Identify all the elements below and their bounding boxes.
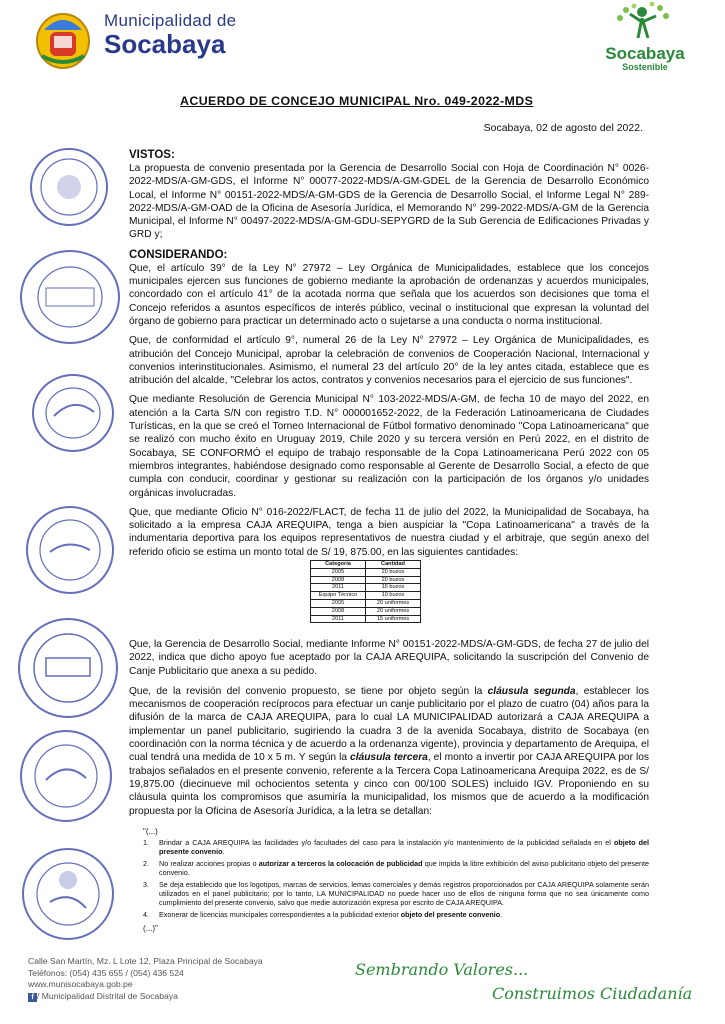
text-run: . bbox=[222, 847, 225, 857]
document-title: ACUERDO DE CONCEJO MUNICIPAL Nro. 049-2022-MDS bbox=[180, 94, 534, 108]
municipality-name bbox=[104, 12, 236, 57]
text-run: Exonerar de licencias municipales correspondientes a la publicidad exterior bbox=[159, 910, 401, 920]
clause-ref: cláusula segunda bbox=[487, 685, 576, 697]
list-item bbox=[143, 880, 649, 907]
table-header-row bbox=[311, 561, 421, 569]
footer-address: Calle San Martín, Mz. L Lote 12, Plaza Principal de Socabaya bbox=[28, 956, 263, 966]
text-run: Que, de la revisión del convenio propuesto, se tiene por objeto según la bbox=[129, 685, 488, 697]
table-cell: 2008 bbox=[311, 607, 366, 615]
table-cell: 20 uniformes bbox=[366, 599, 421, 607]
table-cell: 20 buzos bbox=[366, 576, 421, 584]
document-body-upper bbox=[129, 148, 649, 565]
vistos-heading: VISTOS: bbox=[129, 149, 175, 161]
socabaya-sostenible-logo bbox=[590, 2, 700, 78]
table-cell: 20 uniformes bbox=[366, 607, 421, 615]
table-header-cell: Categoría bbox=[311, 561, 366, 569]
gerencia-stamp bbox=[20, 730, 112, 822]
brand-subtitle: Sostenible bbox=[622, 62, 668, 72]
table-row bbox=[311, 568, 421, 576]
text-run: , establecer los mecanismos de cooperación recíprocos para efectuar un canje publicitario por el plazo de cuatro (04) años para la difusión de la marca de CAJA AREQUIPA, para lo cual LA MUNICIPALIDAD autorizará a CAJA AREQUIPA a implementar un panel publicitario, sugiriendo la cuadra 3 de la avenida Socabaya, distrito de Socabaya (en coordinación con la norma técnica y de acuerdo a la ordenanza vigente), provincia y departamento de Arequipa, el cual tendrá una medida de 10 x 5 m. Y según la bbox=[129, 685, 649, 764]
facebook-icon: f bbox=[28, 993, 37, 1002]
text-run-bold: objeto del presente convenio bbox=[159, 838, 649, 857]
considerando-paragraph-1: Que, el artículo 39° de la Ley N° 27972 – Ley Orgánica de Municipalidades, establece que los concejos municipales ejercen sus funciones de gobierno mediante la aprobación de ordenanzas y acuerdos municipales, concordado con el artículo 41° de la acotada norma que señala que los acuerdos son decisiones que toma el Concejo referidos a asuntos específicos de interés público, vecinal o institucional que expresan la voluntad del órgano de gobierno para practicar un determinado acto o sujetarse a una conducta o norma institucional. bbox=[129, 262, 649, 327]
considerando-paragraph-6 bbox=[129, 685, 649, 818]
considerando-heading: CONSIDERANDO: bbox=[129, 248, 228, 261]
desarrollo-social-stamp bbox=[26, 506, 114, 594]
table-cell: 15 buzos bbox=[366, 584, 421, 592]
table-header-cell: Cantidad bbox=[366, 561, 421, 569]
table-row bbox=[311, 584, 421, 592]
municipal-coat-of-arms-logo bbox=[32, 8, 94, 70]
considerando-paragraph-2: Que, de conformidad el artículo 9°, numeral 26 de la Ley N° 27972 – Ley Orgánica de Municipalidades, es atribución del Concejo Municipal, aprobar la celebración de convenios de Cooperación Nacional, Internacional y convenios interinstitucionales. Asimismo, el numeral 23 del artículo 20° de la ley antes citada, establece que es atribución del alcalde, "Celebrar los actos, contratos y convenios necesarios para el ejercicio de sus funciones". bbox=[129, 335, 649, 387]
list-number: 4. bbox=[143, 910, 149, 920]
document-date: Socabaya, 02 de agosto del 2022. bbox=[483, 122, 643, 134]
mayor-stamp bbox=[30, 148, 108, 226]
list-item bbox=[143, 838, 649, 856]
footer-contact bbox=[28, 956, 263, 1002]
table-row bbox=[311, 599, 421, 607]
footer-phones: Teléfonos: (054) 435 655 / (054) 436 524 bbox=[28, 967, 184, 978]
text-run: No realizar acciones propias o bbox=[159, 859, 259, 869]
slogan-line1: Sembrando Valores... bbox=[355, 960, 529, 979]
list-number: 3. bbox=[143, 880, 149, 890]
considerando-paragraph-3: Que mediante Resolución de Gerencia Municipal N° 103-2022-MDS/A-GM, de fecha 10 de mayo del 2022, en atención a la Carta S/N con registro T.D. N° 000001652-2022, de la Federación Latinoamericana de Ciudades Turísticas, en la que se creó el Torneo Internacional de Fútbol formativo denominado "Copa Latinoamericana" que se realizó con mucho éxito en Uruguay 2019, Chile 2020 y su tercera versión en Perú 2022, en el distrito de Socabaya, SE CONFORMÓ el equipo de trabajo responsable de la Copa Latinoamericana Perú 2022 con 05 miembros integrantes, habiéndose designado como responsable al Gerente de Desarrollo Social, a efecto de que cumpla con conducir, coordinar y gestionar su realización con la participación de los órganos y/o unidades orgánicas involucradas. bbox=[129, 394, 649, 499]
table-row bbox=[311, 615, 421, 623]
list-item bbox=[143, 859, 649, 877]
list-item bbox=[143, 910, 649, 919]
footer-website[interactable]: www.munisocabaya.gob.pe bbox=[28, 979, 133, 989]
asesoria-juridica-stamp bbox=[32, 374, 114, 452]
text-run: . bbox=[500, 910, 503, 920]
quote-open: "(...) bbox=[143, 826, 158, 836]
table-cell: 2008 bbox=[311, 576, 366, 584]
clause-ref: cláusula tercera bbox=[350, 752, 428, 764]
text-run: , el monto a invertir por CAJA AREQUIPA por los trabajos señalados en el presente convenio, referente a la Tercera Copa Latinoamericana Arequipa 2022, es de S/ 19,875.00 (diecinueve mil ochocientos setenta y cinco con 00/100 SOLES) incluido IGV. Proponiendo en su cláusula quinta los compromisos que asumiría la municipalidad, los mismos que de acuerdo a la modificación propuesta por la Oficina de Asesoría Jurídica, a la letra se detallan: bbox=[129, 752, 649, 817]
text-run-bold: objeto del presente convenio bbox=[400, 910, 501, 920]
table-row bbox=[311, 592, 421, 600]
table-row bbox=[311, 576, 421, 584]
secretaria-general-stamp bbox=[18, 618, 118, 718]
commitments-list bbox=[129, 838, 649, 919]
considerando-paragraph-4: Que, que mediante Oficio N° 016-2022/FLACT, de fecha 11 de julio del 2022, la Municipalidad de Socabaya, ha solicitado a la empresa CAJA AREQUIPA, tenga a bien auspiciar la "Copa Latinoamericana" a través de la indumentaria deportiva para los equipos representativos de nuestra ciudad y el arbitraje, que según anexo del referido oficio se estima un monto total de S/ 19, 875.00, en las siguientes cantidades: bbox=[129, 506, 649, 558]
table-cell: Equipo Técnico bbox=[311, 592, 366, 600]
document-body-lower bbox=[129, 638, 649, 935]
municipality-name-line1: Municipalidad de bbox=[104, 11, 237, 30]
quantities-table bbox=[310, 560, 421, 623]
slogan-line2: Construimos Ciudadanía bbox=[492, 984, 693, 1003]
text-run: que impida la libre exhibición del aviso publicitario objeto del presente convenio. bbox=[159, 859, 649, 878]
table-cell: 2005 bbox=[311, 568, 366, 576]
table-cell: 2011 bbox=[311, 615, 366, 623]
table-row bbox=[311, 607, 421, 615]
text-run: Se deja establecido que los logotipos, marcas de servicios, lemas comerciales y demás registros proporcionados por CAJA AREQUIPA solamente serán utilizados en el panel publicitario; por lo tanto, LA MUNICIPALIDAD no puede hacer uso de ellos de ninguna forma que no sea únicamente como cumplimiento del presente convenio, salvo que medie autorización expresa por escrito de CAJA AREQUIPA. bbox=[159, 880, 649, 908]
list-number: 1. bbox=[143, 838, 149, 848]
mayor-signature-stamp bbox=[22, 848, 114, 940]
list-number: 2. bbox=[143, 859, 149, 869]
table-cell: 10 buzos bbox=[366, 592, 421, 600]
table-cell: 20 buzos bbox=[366, 568, 421, 576]
gerencia-municipal-stamp bbox=[20, 250, 120, 344]
table-cell: 2005 bbox=[311, 599, 366, 607]
brand-word: Socabaya bbox=[605, 44, 685, 63]
municipality-name-line2: Socabaya bbox=[104, 29, 226, 59]
vistos-paragraph: La propuesta de convenio presentada por la Gerencia de Desarrollo Social con Hoja de Coordinación N° 0026-2022-MDS/A-GM-GDS, el Informe N° 00077-2022-MDS/A-GM-GDEL de la Gerencia de Desarrollo Económico Local, el Informe N° 00151-2022-MDS/A-GM-GDS de la Gerencia de Desarrollo Social, el Informe Legal N° 289-2022-MDS/A-GM-OAD de la Oficina de Asesoría Jurídica, el Memorando N° 299-2022-MDS/A-GM de la Gerencia Municipal, el Informe N° 00497-2022-MDS/A-GM-GDU-SEPYGRD de la Sub Gerencia de Edificaciones Privadas y GRD y; bbox=[129, 163, 649, 241]
footer-social-label: / Municipalidad Distrital de Socabaya bbox=[37, 990, 178, 1001]
footer-social bbox=[28, 991, 263, 1003]
considerando-paragraph-5: Que, la Gerencia de Desarrollo Social, mediante Informe N° 00151-2022-MDS/A-GM-GDS, de fecha 27 de julio del 2022, indica que dicho apoyo fue aceptado por la CAJA AREQUIPA, solicitando la suscripción del Convenio de Canje Publicitario que anexa a su pedido. bbox=[129, 639, 649, 677]
table-cell: 15 uniformes bbox=[366, 615, 421, 623]
table-cell: 2011 bbox=[311, 584, 366, 592]
quote-close: (...)" bbox=[143, 924, 158, 934]
text-run-bold: autorizar a terceros la colocación de publicidad bbox=[258, 859, 423, 869]
text-run: Brindar a CAJA AREQUIPA las facilidades y/o facultades del caso para la instalación y/o mantenimiento de la publicidad señalada en el bbox=[159, 838, 614, 848]
